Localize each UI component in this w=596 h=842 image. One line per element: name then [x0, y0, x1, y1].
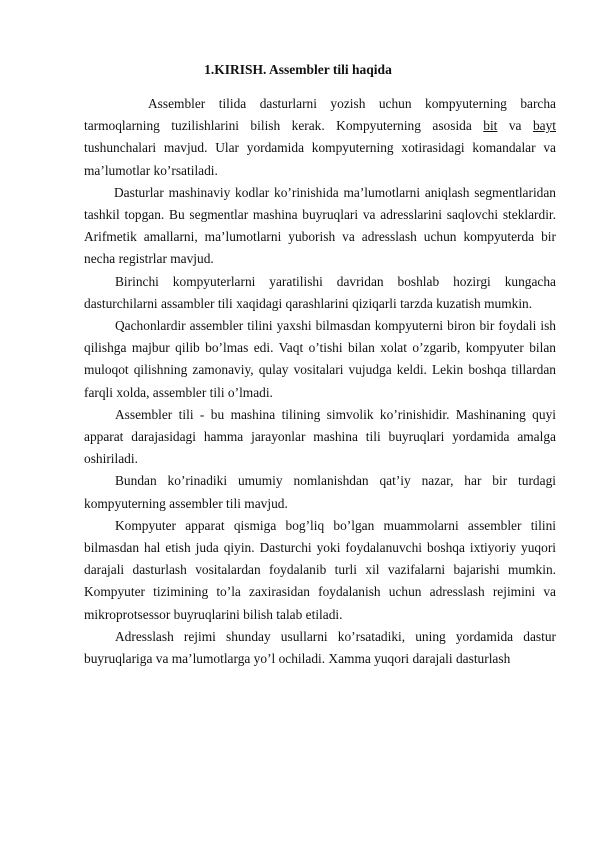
paragraph-8: Adresslash rejimi shunday usullarni ko’rsatadiki, uning yordamida dastur buyruqlariga va ma’lumotlarga yo’l ochiladi. Xamma yuqori darajali dasturlash — [84, 628, 556, 667]
document-title: 1.KIRISH. Assembler tili haqida — [204, 62, 392, 77]
paragraph-1-text-end: tushunchalari mavjud. Ular yordamida kompyuterning xotirasidagi komandalar va ma’lumotlar ko’rsatiladi. — [84, 140, 556, 178]
paragraph-2: Dasturlar mashinaviy kodlar ko’rinishida ma’lumotlarni aniqlash segmentlaridan tashkil topgan. Bu segmentlar mashina buyruqlari va adresslarini saqlovchi steklardir. Arifmetik amallarni, ma’lumotlarni yuborish va adresslash uchun kompyuterda bir necha registrlar mavjud. — [84, 184, 556, 267]
document-body — [84, 93, 556, 670]
paragraph-7: Kompyuter apparat qismiga bog’liq bo’lgan muammolarni assembler tilini bilmasdan hal etish juda qiyin. Dasturchi yoki foydalanuvchi boshqa ixtiyoriy yuqori darajali dasturlash vositalardan foydalanib turli xil vazifalarni bajarishi mumkin. Kompyuter tizimining to’la zaxirasidan foydalanish uchun adresslash rejimini va mikroprotsessor buyruqlarini bilish talab etiladi. — [84, 517, 556, 622]
paragraph-6: Bundan ko’rinadiki umumiy nomlanishdan qat’iy nazar, har bir turdagi kompyuterning assembler tili mavjud. — [84, 473, 556, 511]
paragraph-4: Qachonlardir assembler tilini yaxshi bilmasdan kompyuterni biron bir foydali ish qilishga majbur qilib bo’lmas edi. Vaqt o’tishi bilan xolat o’zgarib, kompyuter bilan muloqot qilishning zamonaviy, qulay vositalari vujudga keldi. Lekin boshqa tillardan farqli xolda, assembler tili o’lmadi. — [84, 318, 556, 400]
paragraph-1 — [84, 93, 556, 182]
paragraph-1-text-start: Assembler tilida dasturlarni yozish uchun kompyuterning barcha tarmoqlarning tuzilishlarini bilish kerak. Kompyuterning asosida — [84, 96, 556, 134]
paragraph-5: Assembler tili - bu mashina tilining simvolik ko’rinishidir. Mashinaning quyi apparat darajasidagi hamma jarayonlar mashina tili buyruqlari yordamida amalga oshiriladi. — [84, 406, 556, 467]
paragraph-3: Birinchi kompyuterlarni yaratilishi davridan boshlab hozirgi kungacha dasturchilarni assambler tili xaqidagi qarashlarini qiziqarli tarzda kuzatish mumkin. — [84, 273, 556, 311]
paragraph-1-text-middle: va — [497, 118, 533, 134]
underlined-term-bit: bit — [483, 118, 498, 134]
underlined-term-bayt: bayt — [532, 118, 556, 134]
